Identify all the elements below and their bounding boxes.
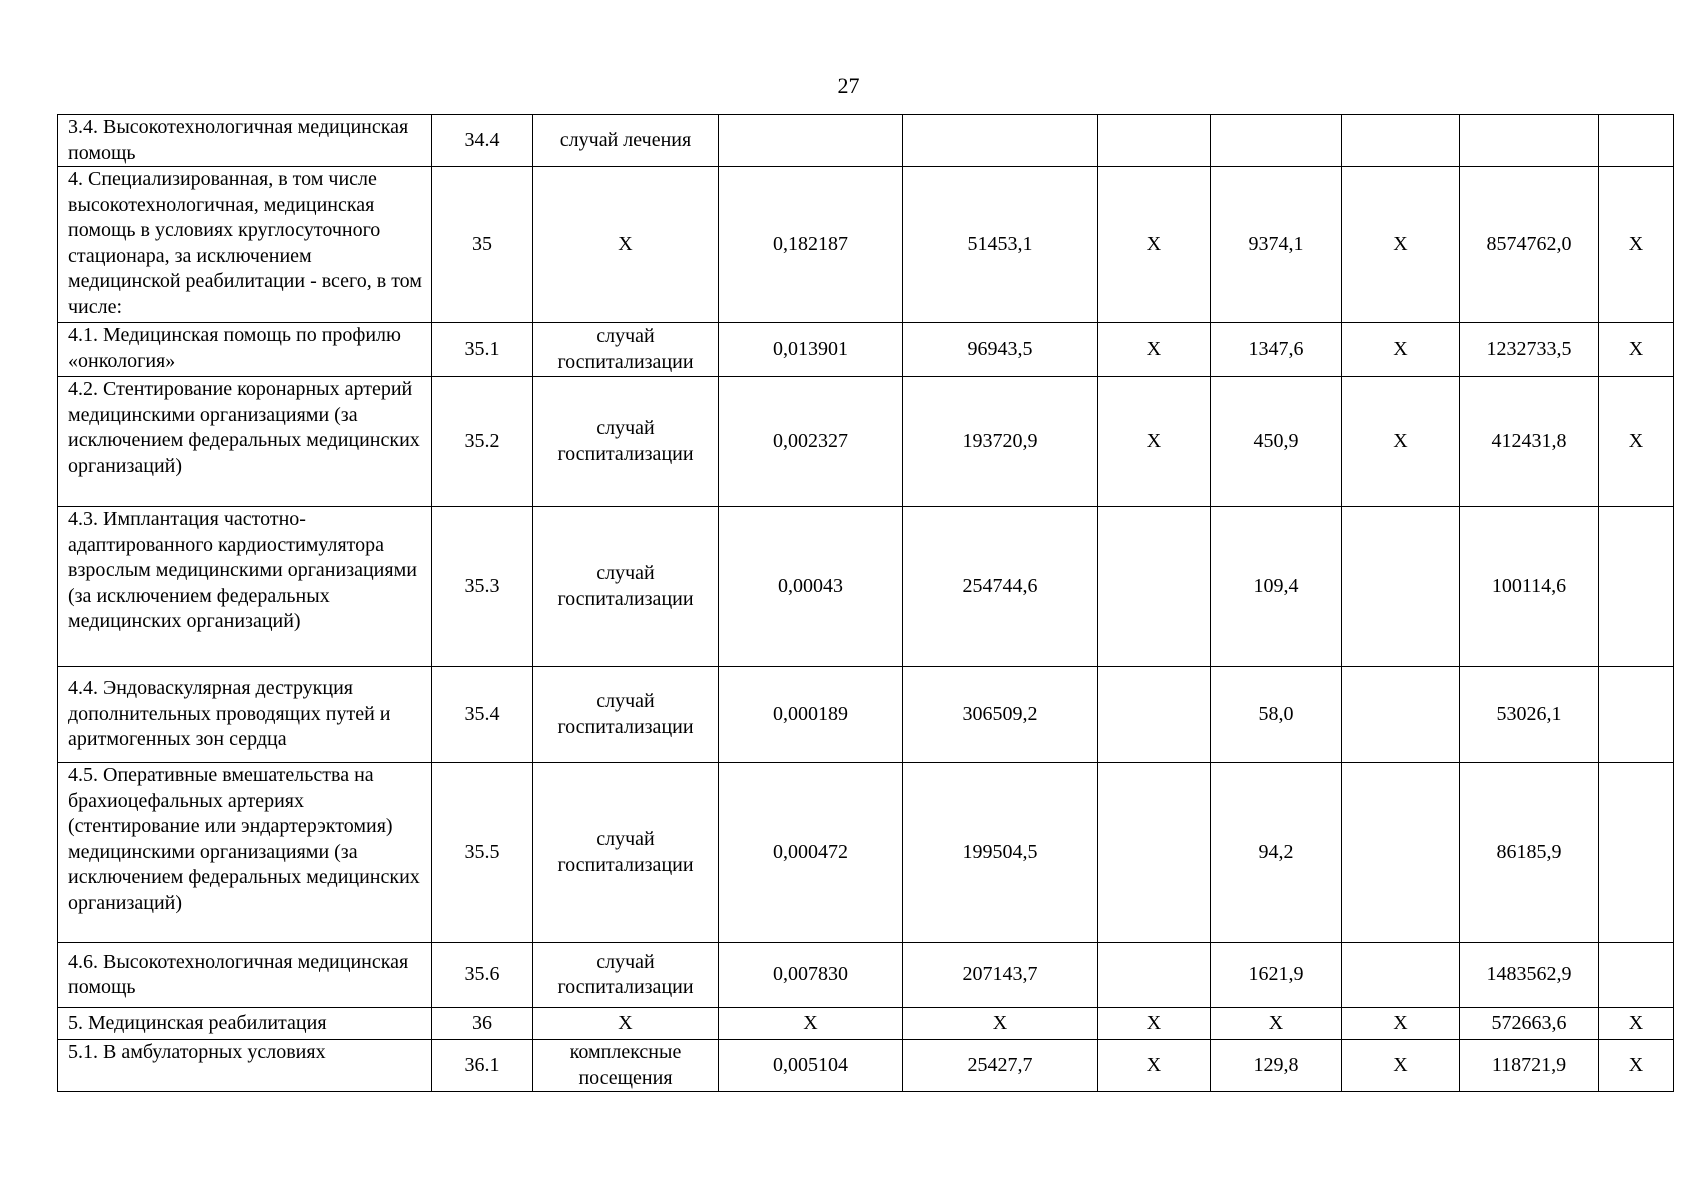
row-value-cell: 118721,9 — [1460, 1040, 1599, 1092]
table-row — [58, 667, 1674, 763]
row-code-cell: 35.4 — [432, 667, 533, 763]
row-unit-cell: случай госпитализации — [533, 763, 719, 943]
row-value-cell: X — [1211, 1008, 1342, 1040]
row-value-cell: X — [1098, 1040, 1211, 1092]
row-value-cell: X — [1599, 377, 1674, 507]
row-value-cell: 53026,1 — [1460, 667, 1599, 763]
row-value-cell: 0,013901 — [719, 323, 903, 377]
table-row — [58, 167, 1674, 323]
row-value-cell: X — [1599, 1040, 1674, 1092]
row-code-cell: 35.6 — [432, 943, 533, 1008]
table-row — [58, 115, 1674, 167]
row-value-cell: X — [1342, 377, 1460, 507]
row-unit-cell: случай госпитализации — [533, 943, 719, 1008]
row-unit-cell: комплексные посещения — [533, 1040, 719, 1092]
row-name-cell: 5.1. В амбулаторных условиях — [58, 1040, 432, 1092]
row-name-cell: 3.4. Высокотехнологичная медицинская помощь — [58, 115, 432, 167]
row-code-cell: 35.2 — [432, 377, 533, 507]
row-value-cell: 8574762,0 — [1460, 167, 1599, 323]
row-code-cell: 36.1 — [432, 1040, 533, 1092]
row-value-cell: X — [719, 1008, 903, 1040]
row-code-cell: 35.1 — [432, 323, 533, 377]
row-name-cell: 4.5. Оперативные вмешательства на брахиоцефальных артериях (стентирование или эндартерэктомия) медицинскими организациями (за исключением федеральных медицинских организаций) — [58, 763, 432, 943]
row-code-cell: 35.5 — [432, 763, 533, 943]
row-unit-cell: случай госпитализации — [533, 667, 719, 763]
row-value-cell: 199504,5 — [903, 763, 1098, 943]
row-value-cell: X — [1098, 1008, 1211, 1040]
row-value-cell — [1098, 507, 1211, 667]
row-value-cell: 193720,9 — [903, 377, 1098, 507]
row-value-cell: X — [1342, 1008, 1460, 1040]
table-row — [58, 763, 1674, 943]
row-name-cell: 4.3. Имплантация частотно-адаптированного кардиостимулятора взрослым медицинскими организациями (за исключением федеральных медицинских организаций) — [58, 507, 432, 667]
table-row — [58, 507, 1674, 667]
row-unit-cell: случай госпитализации — [533, 323, 719, 377]
row-value-cell — [1098, 763, 1211, 943]
row-code-cell: 35 — [432, 167, 533, 323]
table-row — [58, 377, 1674, 507]
row-value-cell: 1483562,9 — [1460, 943, 1599, 1008]
row-value-cell — [1342, 667, 1460, 763]
row-value-cell: X — [1599, 323, 1674, 377]
row-value-cell — [1599, 667, 1674, 763]
row-name-cell: 4.4. Эндоваскулярная деструкция дополнительных проводящих путей и аритмогенных зон сердца — [58, 667, 432, 763]
row-value-cell: 0,000189 — [719, 667, 903, 763]
row-value-cell — [719, 115, 903, 167]
row-value-cell: 109,4 — [1211, 507, 1342, 667]
row-unit-cell: X — [533, 1008, 719, 1040]
row-value-cell: 254744,6 — [903, 507, 1098, 667]
row-value-cell: 0,000472 — [719, 763, 903, 943]
row-value-cell: 0,182187 — [719, 167, 903, 323]
row-value-cell: 51453,1 — [903, 167, 1098, 323]
row-name-cell: 5. Медицинская реабилитация — [58, 1008, 432, 1040]
row-value-cell: 0,005104 — [719, 1040, 903, 1092]
row-value-cell: X — [1342, 323, 1460, 377]
row-value-cell — [903, 115, 1098, 167]
row-value-cell — [1098, 943, 1211, 1008]
row-unit-cell: случай госпитализации — [533, 507, 719, 667]
row-value-cell: X — [1599, 1008, 1674, 1040]
table-row — [58, 1040, 1674, 1092]
row-value-cell: 1621,9 — [1211, 943, 1342, 1008]
row-unit-cell: случай лечения — [533, 115, 719, 167]
row-value-cell — [1599, 763, 1674, 943]
row-value-cell: 25427,7 — [903, 1040, 1098, 1092]
row-name-cell: 4.1. Медицинская помощь по профилю «онкология» — [58, 323, 432, 377]
row-unit-cell: X — [533, 167, 719, 323]
row-value-cell — [1098, 667, 1211, 763]
row-value-cell: 306509,2 — [903, 667, 1098, 763]
row-value-cell — [1342, 115, 1460, 167]
row-value-cell: 450,9 — [1211, 377, 1342, 507]
table-row — [58, 1008, 1674, 1040]
row-value-cell: 58,0 — [1211, 667, 1342, 763]
row-value-cell: 100114,6 — [1460, 507, 1599, 667]
row-value-cell — [1599, 943, 1674, 1008]
row-value-cell — [1098, 115, 1211, 167]
row-value-cell: X — [1098, 167, 1211, 323]
row-value-cell: 0,00043 — [719, 507, 903, 667]
row-value-cell: 129,8 — [1211, 1040, 1342, 1092]
row-code-cell: 36 — [432, 1008, 533, 1040]
row-value-cell — [1342, 507, 1460, 667]
table-row — [58, 323, 1674, 377]
row-value-cell: 96943,5 — [903, 323, 1098, 377]
row-value-cell: X — [1098, 377, 1211, 507]
row-value-cell: 207143,7 — [903, 943, 1098, 1008]
row-value-cell: 412431,8 — [1460, 377, 1599, 507]
row-name-cell: 4. Специализированная, в том числе высокотехнологичная, медицинская помощь в условиях круглосуточного стационара, за исключением медицинской реабилитации - всего, в том числе: — [58, 167, 432, 323]
row-value-cell: X — [1599, 167, 1674, 323]
row-value-cell — [1599, 115, 1674, 167]
row-value-cell — [1460, 115, 1599, 167]
row-value-cell — [1342, 943, 1460, 1008]
row-value-cell: X — [1342, 1040, 1460, 1092]
row-value-cell: 1232733,5 — [1460, 323, 1599, 377]
tariff-table — [57, 114, 1674, 1092]
row-value-cell: X — [903, 1008, 1098, 1040]
row-value-cell: 9374,1 — [1211, 167, 1342, 323]
row-name-cell: 4.2. Стентирование коронарных артерий медицинскими организациями (за исключением федеральных медицинских организаций) — [58, 377, 432, 507]
row-value-cell — [1342, 763, 1460, 943]
row-value-cell: 86185,9 — [1460, 763, 1599, 943]
row-unit-cell: случай госпитализации — [533, 377, 719, 507]
row-value-cell: 572663,6 — [1460, 1008, 1599, 1040]
row-value-cell — [1599, 507, 1674, 667]
page-number: 27 — [837, 73, 860, 98]
row-value-cell: 0,007830 — [719, 943, 903, 1008]
row-value-cell — [1211, 115, 1342, 167]
row-value-cell: 94,2 — [1211, 763, 1342, 943]
row-value-cell: X — [1098, 323, 1211, 377]
table-row — [58, 943, 1674, 1008]
row-value-cell: 0,002327 — [719, 377, 903, 507]
row-value-cell: X — [1342, 167, 1460, 323]
row-code-cell: 35.3 — [432, 507, 533, 667]
row-value-cell: 1347,6 — [1211, 323, 1342, 377]
row-code-cell: 34.4 — [432, 115, 533, 167]
row-name-cell: 4.6. Высокотехнологичная медицинская помощь — [58, 943, 432, 1008]
